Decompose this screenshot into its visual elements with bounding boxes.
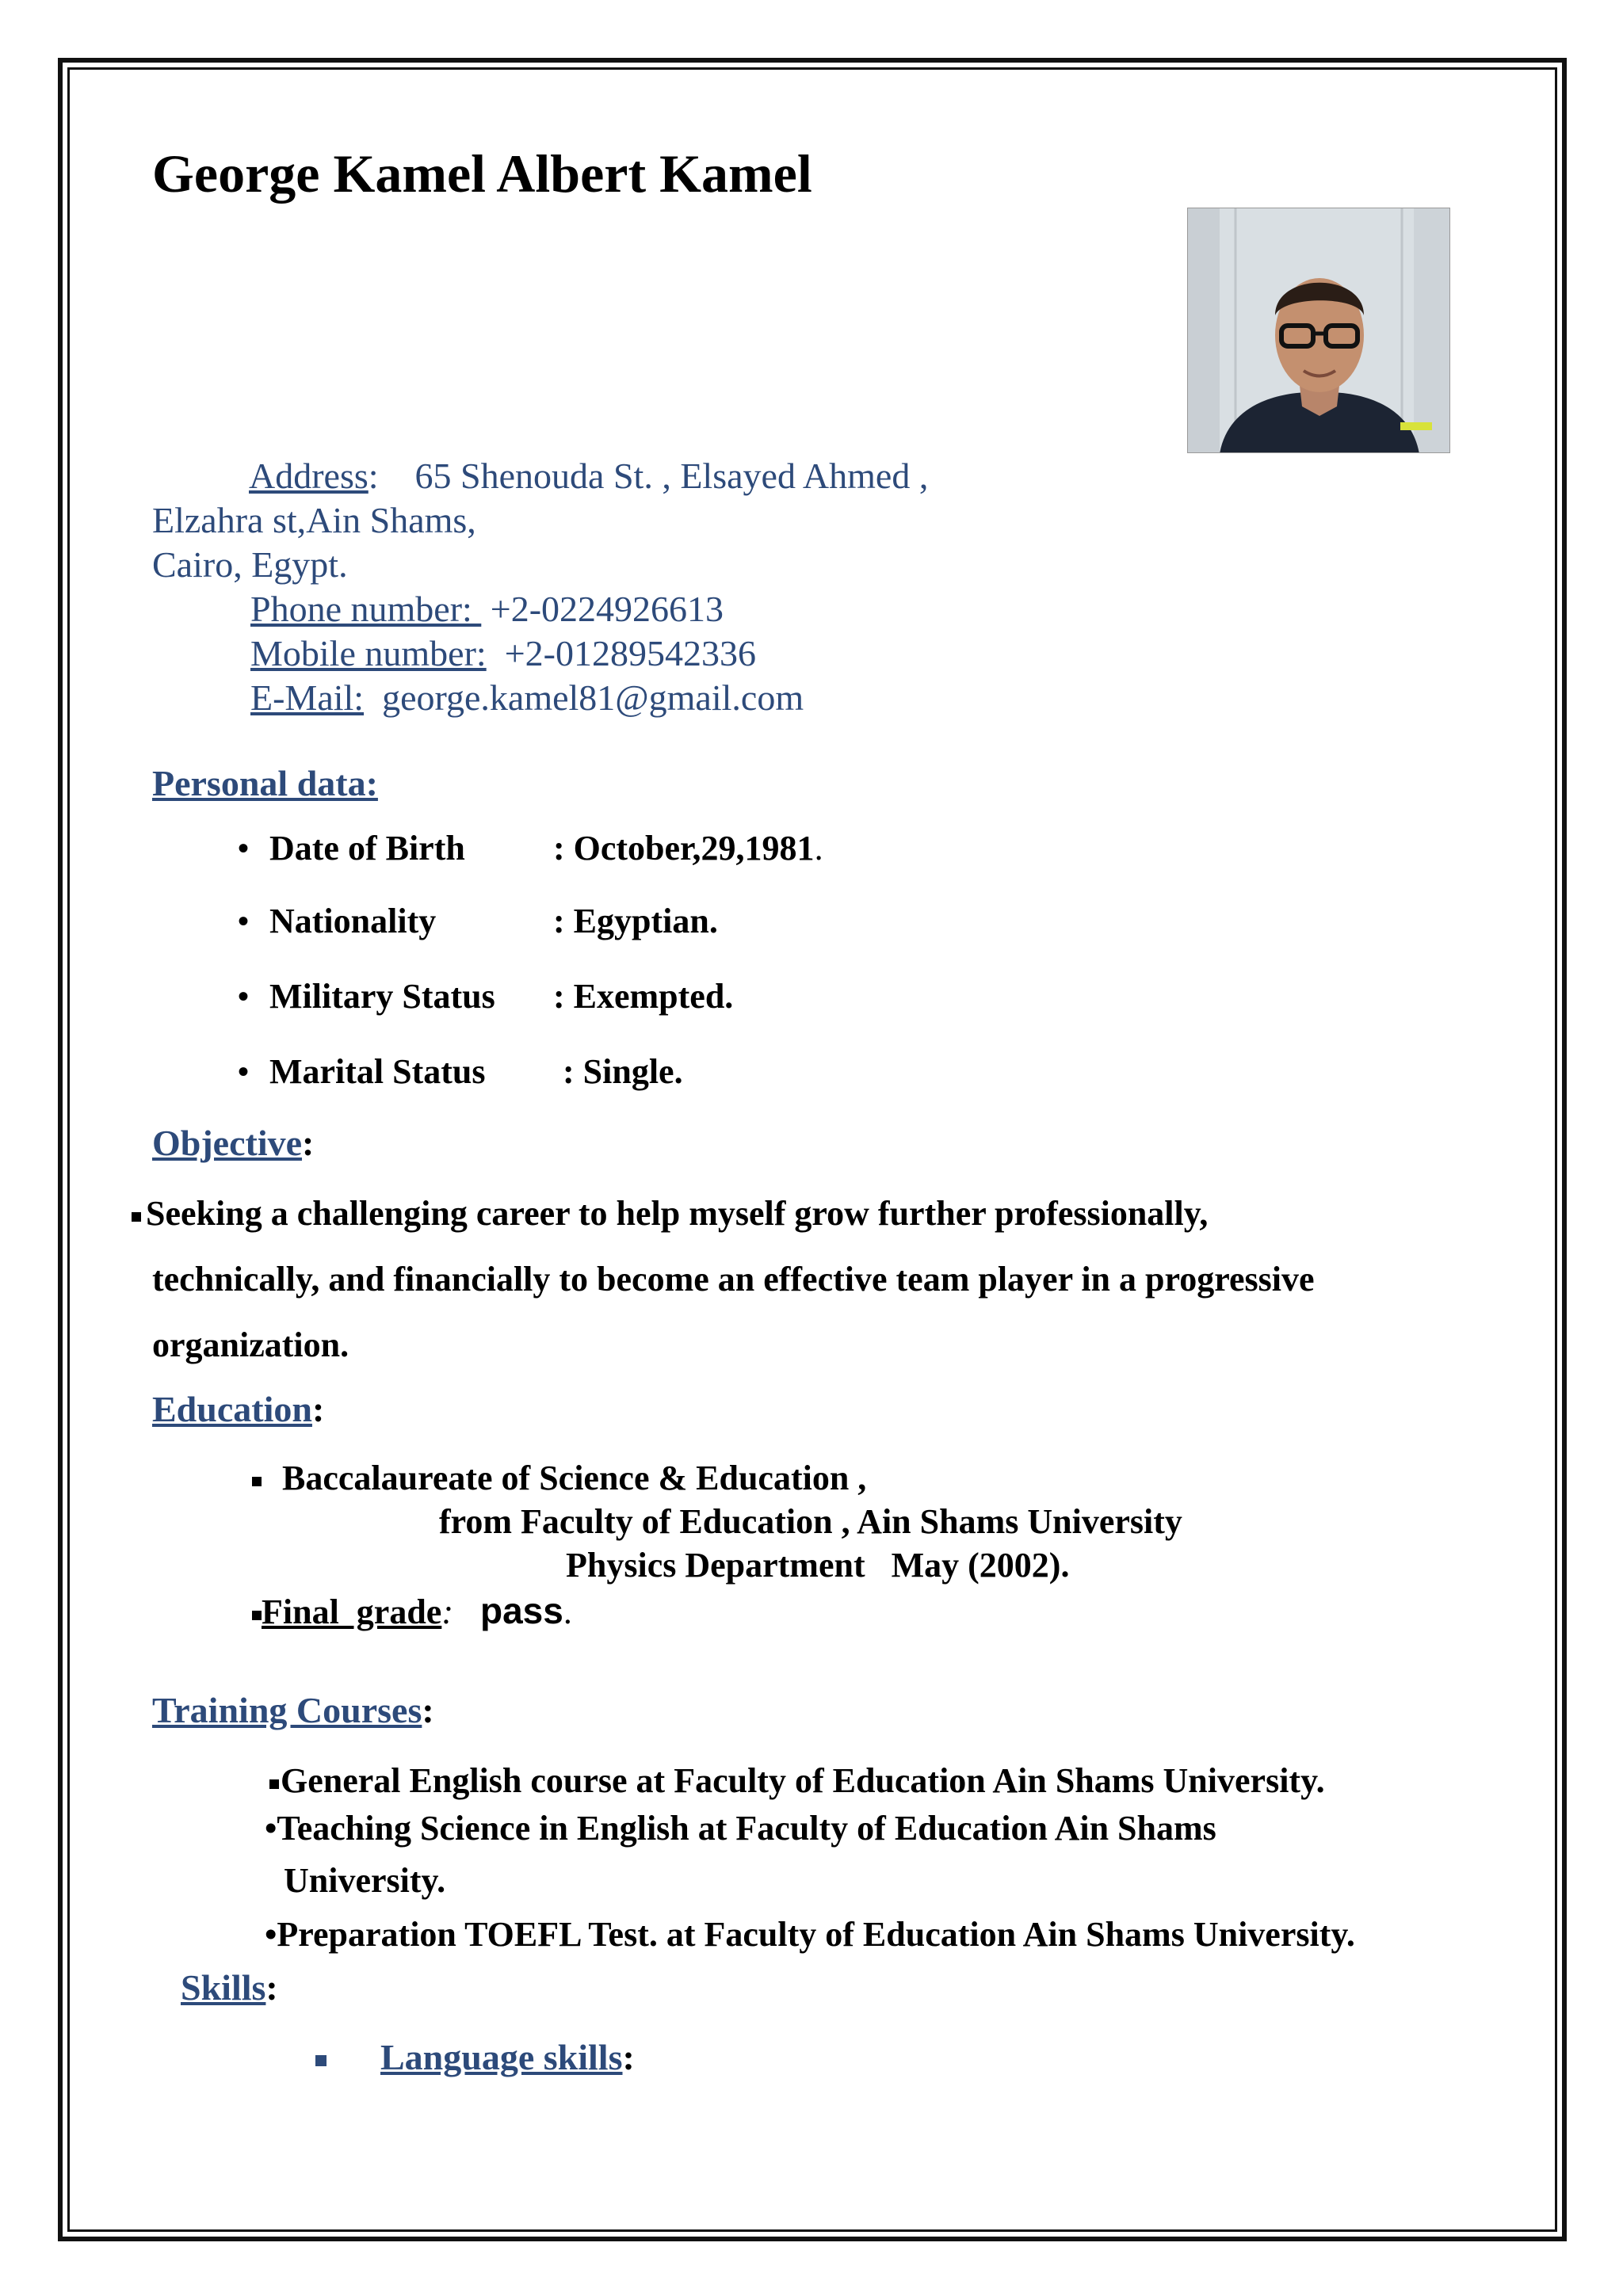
personal-label: Marital Status [269,1052,486,1091]
personal-value: : Exempted. [553,977,734,1016]
objective-line-3: organization. [152,1325,349,1364]
bullet-dot-icon: • [238,978,250,1014]
objective-heading: Objective: [152,1123,315,1163]
training-heading: Training Courses: [152,1690,434,1730]
address-value-1: : 65 Shenouda St. , Elsayed Ahmed , [368,456,929,496]
personal-value: : October,29,1981. [553,829,823,868]
bullet-dot-icon: • [265,1915,277,1954]
address-line-1 [249,454,928,498]
training-course-2-cont: University. [284,1861,446,1900]
square-bullet-icon [269,1779,279,1789]
mobile-label: Mobile number: [250,633,487,673]
bullet-dot-icon: • [238,1054,250,1089]
personal-item-marital [0,1051,1623,1099]
address-line-3: Cairo, Egypt. [152,544,348,585]
training-course-2: •Teaching Science in English at Faculty of Education Ain Shams [265,1809,1216,1848]
candidate-name: George Kamel Albert Kamel [152,143,812,204]
personal-label: Military Status [269,977,495,1016]
objective-line-1: Seeking a challenging career to help myself grow further professionally, [132,1180,1208,1246]
bullet-dot-icon: • [238,830,250,866]
education-faculty: from Faculty of Education , Ain Shams University [439,1502,1182,1541]
phone-label: Phone number: [250,589,482,629]
skills-heading: Skills: [181,1967,278,2008]
personal-value: : Egyptian. [553,902,718,940]
education-department: Physics Department May (2002). [566,1546,1070,1585]
personal-item-birth [0,828,1623,875]
training-course-3: •Preparation TOEFL Test. at Faculty of Education Ain Shams University. [265,1915,1355,1954]
phone-value: +2-0224926613 [481,589,724,629]
personal-label: Nationality [269,902,437,940]
bullet-dot-icon: • [265,1809,277,1848]
address-label: Address [249,456,369,496]
phone-row [250,587,724,631]
education-degree: Baccalaureate of Science & Education , [252,1458,866,1498]
grade-value: pass [479,1590,563,1631]
email-row [250,676,804,720]
education-heading: Education: [152,1389,325,1429]
email-label: E-Mail: [250,677,365,718]
personal-value: : Single. [563,1052,683,1091]
bullet-dot-icon: • [238,903,250,939]
email-value: george.kamel81@gmail.com [364,677,804,718]
personal-data-heading: Personal data: [152,763,378,803]
education-grade: Final grade: pass. [252,1589,572,1632]
address-line-2: Elzahra st,Ain Shams, [152,500,476,540]
square-bullet-icon [315,2055,327,2066]
profile-photo [1187,208,1450,453]
objective-line-2: technically, and financially to become an effective team player in a progressive [152,1260,1315,1299]
grade-label: Final grade [262,1592,442,1631]
language-skills-heading: Language skills: [315,2036,635,2078]
personal-label: Date of Birth [269,829,465,868]
square-bullet-icon [132,1212,141,1222]
personal-item-nationality [0,901,1623,948]
personal-item-military [0,976,1623,1024]
square-bullet-icon [252,1611,262,1620]
mobile-row [250,631,756,676]
training-course-1: General English course at Faculty of Education Ain Shams University. [269,1760,1325,1801]
mobile-value: +2-01289542336 [486,633,756,673]
square-bullet-icon [252,1477,262,1486]
